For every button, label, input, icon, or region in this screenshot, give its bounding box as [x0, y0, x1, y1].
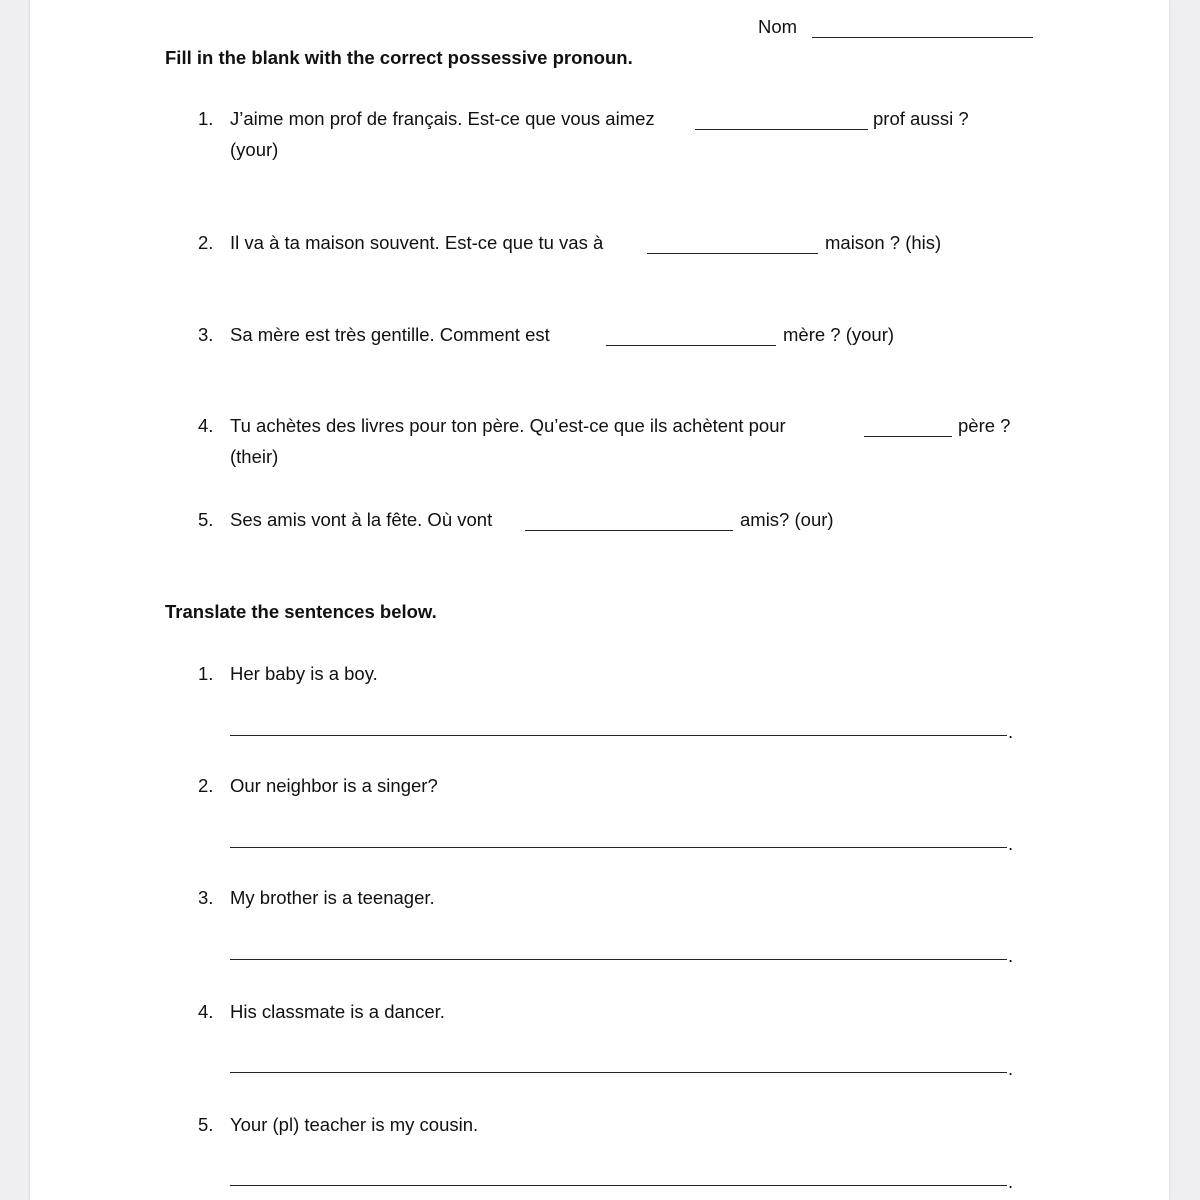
- q3-blank[interactable]: [606, 345, 776, 346]
- t2-number: 2.: [198, 775, 214, 796]
- t3-number: 3.: [198, 887, 214, 908]
- t2-period: .: [1008, 833, 1014, 854]
- q1-number: 1.: [198, 108, 214, 129]
- t4-answer-line[interactable]: [230, 1072, 1007, 1073]
- q4-hint: (their): [230, 446, 279, 467]
- section1-title: Fill in the blank with the correct possessive pronoun.: [165, 47, 633, 68]
- q1-blank[interactable]: [695, 129, 868, 130]
- q1-after: prof aussi ?: [873, 108, 969, 129]
- name-field[interactable]: [812, 37, 1033, 38]
- t4-text: His classmate is a dancer.: [230, 1001, 445, 1022]
- q2-blank[interactable]: [647, 253, 818, 254]
- q3-after: mère ? (your): [783, 324, 895, 345]
- t1-text: Her baby is a boy.: [230, 663, 378, 684]
- t3-period: .: [1008, 945, 1014, 966]
- q2-number: 2.: [198, 232, 214, 253]
- t5-number: 5.: [198, 1114, 214, 1135]
- q5-text: Ses amis vont à la fête. Où vont: [230, 509, 493, 530]
- t1-period: .: [1008, 721, 1014, 742]
- t3-answer-line[interactable]: [230, 959, 1007, 960]
- q4-after: père ?: [958, 415, 1011, 436]
- t1-answer-line[interactable]: [230, 735, 1007, 736]
- q3-text: Sa mère est très gentille. Comment est: [230, 324, 550, 345]
- q1-text: J’aime mon prof de français. Est-ce que vous aimez: [230, 108, 655, 129]
- t3-text: My brother is a teenager.: [230, 887, 435, 908]
- q4-number: 4.: [198, 415, 214, 436]
- q1-hint: (your): [230, 139, 279, 160]
- q2-after: maison ? (his): [825, 232, 942, 253]
- q5-after: amis? (our): [740, 509, 834, 530]
- q4-text: Tu achètes des livres pour ton père. Qu’est-ce que ils achètent pour: [230, 415, 786, 436]
- t2-answer-line[interactable]: [230, 847, 1007, 848]
- q4-blank[interactable]: [864, 436, 952, 437]
- t1-number: 1.: [198, 663, 214, 684]
- name-label: Nom: [758, 16, 798, 37]
- t5-period: .: [1008, 1171, 1014, 1192]
- q5-number: 5.: [198, 509, 214, 530]
- q5-blank[interactable]: [525, 530, 733, 531]
- t4-period: .: [1008, 1058, 1014, 1079]
- t5-answer-line[interactable]: [230, 1185, 1007, 1186]
- q2-text: Il va à ta maison souvent. Est-ce que tu vas à: [230, 232, 604, 253]
- t5-text: Your (pl) teacher is my cousin.: [230, 1114, 479, 1135]
- t4-number: 4.: [198, 1001, 214, 1022]
- section2-title: Translate the sentences below.: [165, 601, 437, 622]
- q3-number: 3.: [198, 324, 214, 345]
- t2-text: Our neighbor is a singer?: [230, 775, 438, 796]
